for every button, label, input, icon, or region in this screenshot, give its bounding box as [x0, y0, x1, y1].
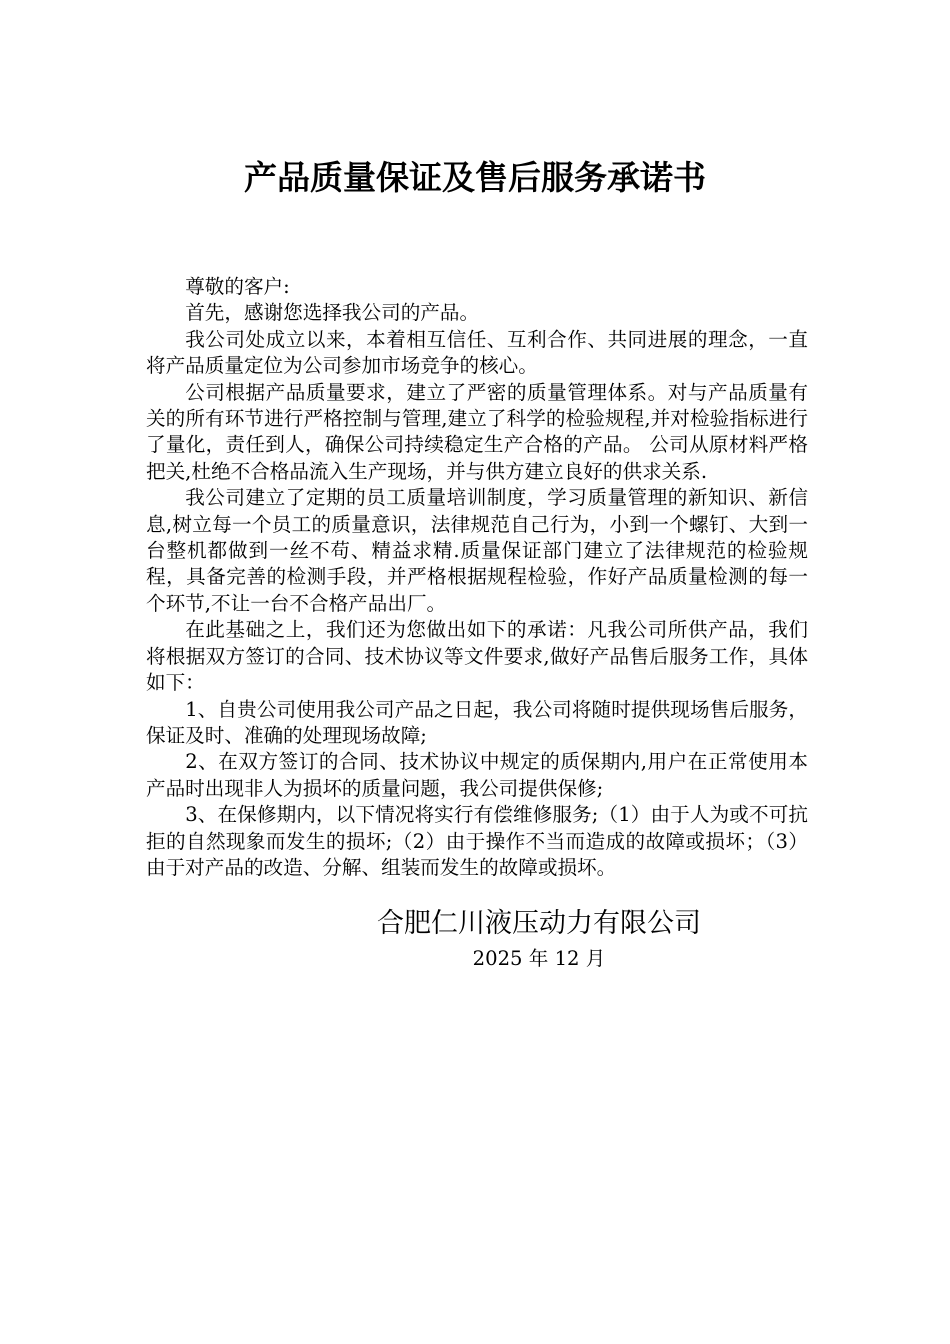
commitment-item-2: 2、在双方签订的合同、技术协议中规定的质保期内,用户在正常使用本产品时出现非人为损坏的质量问题，我公司提供保修; — [146, 750, 808, 800]
signature-date: 2025 年 12 月 — [472, 947, 606, 970]
document-title: 产品质量保证及售后服务承诺书 — [244, 158, 706, 197]
company-signature: 合肥仁川液压动力有限公司 — [377, 908, 701, 939]
paragraph-philosophy: 我公司处成立以来，本着相互信任、互利合作、共同进展的理念，一直将产品质量定位为公司参加市场竞争的核心。 — [146, 327, 808, 378]
commitment-item-1: 1、自贵公司使用我公司产品之日起，我公司将随时提供现场售后服务，保证及时、准确的处理现场故障; — [146, 697, 808, 747]
paragraph-commitment-intro: 在此基础之上，我们还为您做出如下的承诺：凡我公司所供产品，我们将根据双方签订的合同、技术协议等文件要求,做好产品售后服务工作，具体如下： — [146, 618, 808, 695]
paragraph-quality-system: 公司根据产品质量要求，建立了严密的质量管理体系。对与产品质量有关的所有环节进行严格控制与管理,建立了科学的检验规程,并对检验指标进行了量化，责任到人，确保公司持续稳定生产合格的产品。 公司从原材料严格把关,杜绝不合格品流入生产现场，并与供方建立良好的供求关系. — [146, 380, 808, 483]
salutation: 尊敬的客户: — [185, 275, 290, 298]
paragraph-training: 我公司建立了定期的员工质量培训制度，学习质量管理的新知识、新信息,树立每一个员工的质量意识，法律规范自己行为，小到一个螺钉、大到一台整机都做到一丝不苟、精益求精.质量保证部门建立了法律规范的检验规程，具备完善的检测手段，并严格根据规程检验，作好产品质量检测的每一个环节,不让一台不合格产品出厂。 — [146, 486, 808, 615]
document-body — [146, 274, 808, 881]
paragraph-thanks: 首先，感谢您选择我公司的产品。 — [185, 301, 480, 325]
commitment-item-3: 3、在保修期内，以下情况将实行有偿维修服务;（1）由于人为或不可抗拒的自然现象而发生的损坏;（2）由于操作不当而造成的故障或损坏；（3）由于对产品的改造、分解、组装而发生的故障或损坏。 — [146, 803, 808, 879]
